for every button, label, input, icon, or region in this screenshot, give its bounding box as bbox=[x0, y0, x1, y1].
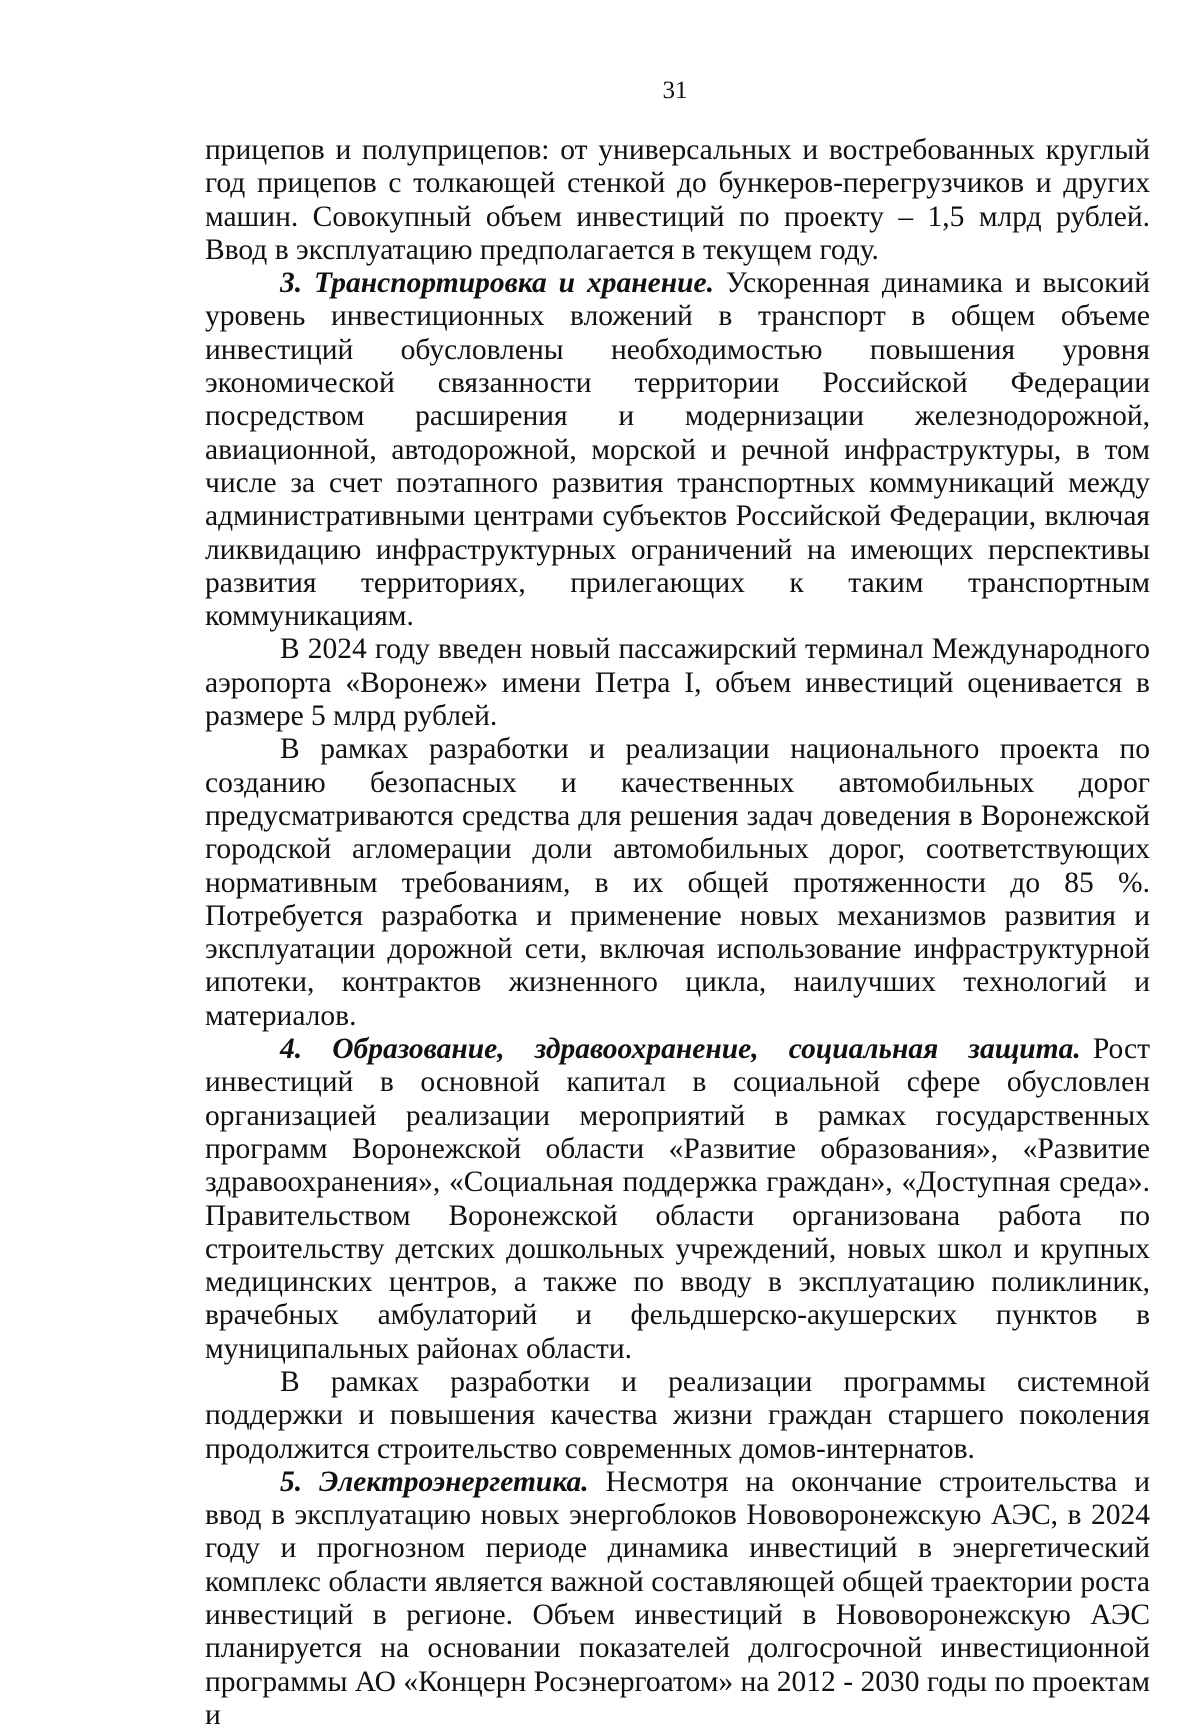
paragraph-4 bbox=[205, 733, 1150, 1033]
paragraph-text: Рост инвестиций в основной капитал в социальной сфере обусловлен организацией реализации мероприятий в рамках государственных программ Воронежской области «Развитие образования», «Развитие здравоохранения», «Социальная поддержка граждан», «Доступная среда». Правительством Воронежской области организована работа по строительству детских дошкольных учреждений, новых школ и крупных медицинских центров, а также по вводу в эксплуатацию поликлиник, врачебных амбулаторий и фельдшерско-акушерских пунктов в муниципальных районах области. bbox=[205, 1033, 1150, 1365]
paragraph-text: В 2024 году введен новый пассажирский терминал Международного аэропорта «Воронеж» имени Петра I, объем инвестиций оценивается в размере 5 млрд рублей. bbox=[205, 633, 1150, 733]
section-heading-transport: 3. Транспортировка и хранение. bbox=[280, 267, 714, 300]
paragraph-text: В рамках разработки и реализации национального проекта по созданию безопасных и качественных автомобильных дорог предусматриваются средства для решения задач доведения в Воронежской городской агломерации доли автомобильных дорог, соответствующих нормативным требованиям, в их общей протяженности до 85 %. Потребуется разработка и применение новых механизмов развития и эксплуатации дорожной сети, включая использование инфраструктурной ипотеки, контрактов жизненного цикла, наилучших технологий и материалов. bbox=[205, 733, 1150, 1032]
paragraph-text: В рамках разработки и реализации программы системной поддержки и повышения качества жизни граждан старшего поколения продолжится строительство современных домов-интернатов. bbox=[205, 1365, 1150, 1465]
paragraph-7 bbox=[205, 1466, 1150, 1732]
paragraph-2 bbox=[205, 267, 1150, 633]
paragraph-text: Ускоренная динамика и высокий уровень инвестиционных вложений в транспорт в общем объеме инвестиций обусловлены необходимостью повышения уровня экономической связанности территории Российской Федерации посредством расширения и модернизации железнодорожной, авиационной, автодорожной, морской и речной инфраструктуры, в том числе за счет поэтапного развития транспортных коммуникаций между административными центрами субъектов Российской Федерации, включая ликвидацию инфраструктурных ограничений на имеющих перспективы развития территориях, прилегающих к таким транспортным коммуникациям. bbox=[205, 267, 1151, 633]
paragraph-3 bbox=[205, 633, 1150, 733]
section-heading-education: 4. Образование, здравоохранение, социальная защита. bbox=[280, 1033, 1081, 1066]
paragraph-6 bbox=[205, 1366, 1150, 1466]
document-body bbox=[205, 134, 1150, 1732]
paragraph-text: Несмотря на окончание строительства и ввод в эксплуатацию новых энергоблоков Нововоронежскую АЭС, в 2024 году и прогнозном периоде динамика инвестиций в энергетический комплекс области является важной составляющей общей траектории роста инвестиций в регионе. Объем инвестиций в Нововоронежскую АЭС планируется на основании показателей долгосрочной инвестиционной программы АО «Концерн Росэнергоатом» на 2012 - 2030 годы по проектам и bbox=[205, 1465, 1150, 1731]
paragraph-text: прицепов и полуприцепов: от универсальных и востребованных круглый год прицепов с толкающей стенкой до бункеров-перегрузчиков и других машин. Совокупный объем инвестиций по проекту – 1,5 млрд рублей. Ввод в эксплуатацию предполагается в текущем году. bbox=[205, 134, 1150, 266]
paragraph-1 bbox=[205, 134, 1150, 267]
page-number: 31 bbox=[662, 77, 688, 104]
paragraph-5 bbox=[205, 1033, 1150, 1366]
section-heading-energy: 5. Электроэнергетика. bbox=[280, 1465, 589, 1498]
